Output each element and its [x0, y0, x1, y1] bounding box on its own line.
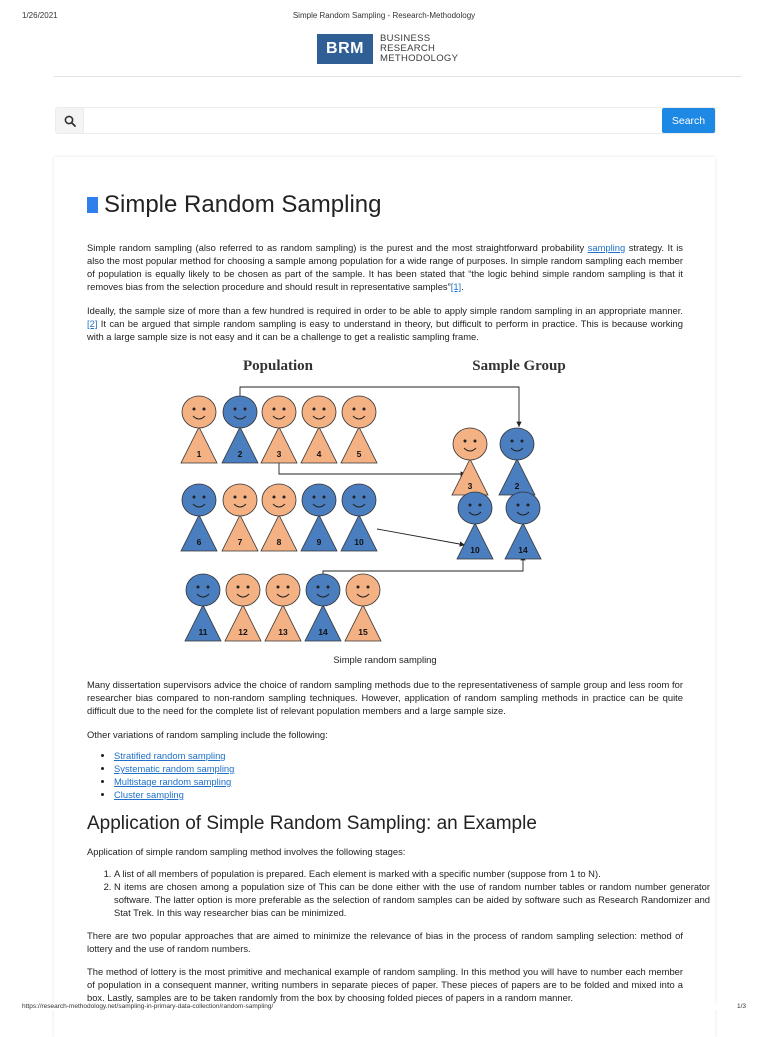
systematic-link[interactable]: Systematic random sampling — [114, 763, 235, 774]
logo-line-2: RESEARCH — [380, 43, 436, 54]
lottery-paragraph: The method of lottery is the most primitive and mechanical example of random sampling. In this method you will have to number each member of population in a consequent manner, writing numbers in separate pieces of paper. These pieces of papers are to be folded and mixed into a box. Lastly, samples are to be taken randomly from the box by choosing folded pieces of papers in a random manner. — [87, 966, 683, 1003]
multistage-link[interactable]: Multistage random sampling — [114, 776, 232, 787]
search-input[interactable] — [84, 108, 662, 133]
random-sampling-diagram — [87, 349, 683, 649]
stratified-link[interactable]: Stratified random sampling — [114, 750, 226, 761]
population-member-15 — [345, 574, 381, 641]
arrow-10-to-sample — [377, 529, 465, 545]
search-bar — [55, 107, 716, 134]
example-heading: Application of Simple Random Sampling: an Example — [87, 813, 537, 834]
population-member-13 — [265, 574, 301, 641]
population-member-12 — [225, 574, 261, 641]
sample-member-2 — [499, 428, 535, 495]
list-item: 2. N items are chosen among a population size of This can be done either with the use of random number tables or random number generator software. The latter option is more preferable as the selection of random samples can be aided by software such as Research Randomizer and Stat Trek. In this way researcher bias can be minimized. — [114, 880, 710, 919]
cluster-link[interactable]: Cluster sampling — [114, 789, 184, 800]
list-item — [114, 775, 710, 788]
header-divider — [54, 76, 742, 77]
svg-text:1: 1 — [196, 449, 202, 459]
svg-text:14: 14 — [318, 627, 328, 637]
reference-1-link[interactable]: [1] — [450, 281, 462, 292]
article-card — [54, 157, 715, 1037]
intro-text-a: Simple random sampling (also referred to as random sampling) is the purest and the most straightforward probability — [87, 242, 588, 253]
logo-line-3: METHODOLOGY — [380, 53, 459, 64]
sample-size-paragraph — [87, 304, 683, 343]
population-member-5 — [341, 396, 377, 463]
population-member-2 — [222, 396, 258, 463]
stages-intro: Application of simple random sampling method involves the following stages: — [87, 846, 406, 857]
population-member-6 — [181, 484, 217, 551]
population-member-14 — [305, 574, 341, 641]
population-member-11 — [185, 574, 221, 641]
population-label: Population — [242, 358, 314, 374]
supervisors-paragraph: Many dissertation supervisors advice the choice of random sampling methods due to the representativeness of sample group and less room for researcher bias compared to non-random sampling techniques. However, application of random sampling methods in practice can be quite difficult due to the need for the complete list of relevant population members and a large sample size. — [87, 679, 683, 716]
print-url: https://research-methodology.net/sampling-in-primary-data-collection/random-sampling/ — [22, 1003, 274, 1010]
logo-mark: BRM — [317, 34, 373, 64]
sampling-link[interactable]: sampling — [587, 242, 626, 253]
stages-list — [87, 867, 710, 919]
logo-line-1: BUSINESS — [380, 33, 431, 44]
svg-text:3: 3 — [467, 481, 473, 491]
print-date: 1/26/2021 — [22, 11, 58, 20]
list-item: 1. A list of all members of population is prepared. Each element is marked with a specific number (suppose from 1 to N). — [114, 867, 710, 880]
variations-list — [87, 749, 710, 801]
svg-text:2: 2 — [237, 449, 243, 459]
population-member-10 — [341, 484, 377, 551]
list-item — [114, 788, 710, 801]
svg-text:11: 11 — [198, 627, 208, 637]
sample-size-text-b: It can be argued that simple random sampling is easy to understand in theory, but difficult to perform in practice. This is because working with a large sample size is not easy and it can be a challenge to get a realistic sampling frame. — [87, 318, 683, 342]
search-button[interactable]: Search — [662, 108, 715, 133]
svg-text:10: 10 — [354, 537, 364, 547]
list-item — [114, 762, 710, 775]
svg-text:15: 15 — [358, 627, 368, 637]
population-member-1 — [181, 396, 217, 463]
population-member-9 — [301, 484, 337, 551]
svg-text:9: 9 — [316, 537, 322, 547]
svg-text:13: 13 — [278, 627, 288, 637]
svg-text:5: 5 — [356, 449, 362, 459]
site-logo[interactable] — [317, 34, 458, 64]
search-icon[interactable] — [56, 108, 84, 133]
print-page: 1/3 — [736, 1003, 746, 1010]
sample-size-text-a: Ideally, the sample size of more than a few hundred is required in order to be able to apply simple random sampling in an appropriate manner. — [87, 305, 683, 316]
svg-text:6: 6 — [196, 537, 202, 547]
intro-paragraph — [87, 241, 683, 293]
population-member-7 — [222, 484, 258, 551]
intro-text-b: strategy. It is also the most popular method for choosing a sample among population for a wide range of purposes. In simple random sampling each member of population is equally likely to be chosen as part of the sample. It has been stated that “the logic behind simple random sampling is that it removes bias from the selection procedure and should result in representative samples” — [87, 242, 683, 292]
reference-2-link[interactable]: [2] — [87, 318, 98, 329]
svg-text:4: 4 — [316, 449, 322, 459]
svg-text:3: 3 — [276, 449, 282, 459]
svg-text:14: 14 — [518, 545, 528, 555]
title-accent-bar — [87, 197, 98, 213]
svg-text:12: 12 — [238, 627, 248, 637]
page-title — [87, 191, 381, 219]
sample-member-3 — [452, 428, 488, 495]
sample-group-label: Sample Group — [472, 358, 566, 374]
population-member-3 — [261, 396, 297, 463]
sample-member-14 — [505, 492, 541, 559]
population-member-4 — [301, 396, 337, 463]
approaches-paragraph: There are two popular approaches that are aimed to minimize the relevance of bias in the process of random sampling selection: method of lottery and the use of random numbers. — [87, 930, 683, 954]
population-member-8 — [261, 484, 297, 551]
variations-intro: Other variations of random sampling include the following: — [87, 729, 328, 740]
list-item — [114, 749, 710, 762]
logo-text — [380, 34, 458, 64]
sample-member-10 — [457, 492, 493, 559]
svg-text:2: 2 — [514, 481, 520, 491]
figure-caption: Simple random sampling — [333, 654, 437, 665]
print-title: Simple Random Sampling - Research-Methodology — [292, 11, 476, 20]
svg-text:7: 7 — [237, 537, 243, 547]
page-title-text: Simple Random Sampling — [104, 191, 382, 218]
svg-text:10: 10 — [470, 545, 480, 555]
intro-text-end: . — [461, 281, 464, 292]
svg-text:8: 8 — [276, 537, 282, 547]
print-footer — [22, 1003, 746, 1010]
